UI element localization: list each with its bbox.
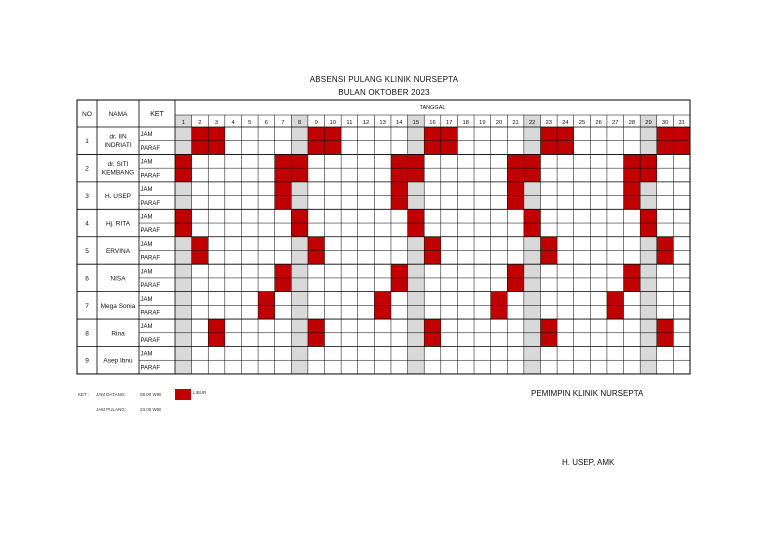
row-label-paraf: PARAF [140,173,161,180]
employee-name: dr. SITI [107,161,129,169]
employee-no: 5 [85,247,89,255]
employee-no: 9 [85,357,89,365]
day-number: 16 [429,120,436,126]
day-number: 18 [462,120,469,126]
day-number: 5 [248,120,252,126]
day-number: 26 [595,120,602,126]
row-label-paraf: PARAF [140,228,161,235]
weekend-column [640,115,657,374]
employee-no: 6 [85,275,89,283]
day-number: 28 [628,120,636,126]
day-number: 6 [264,120,268,126]
legend-swatch [175,389,191,400]
employee-name: Hj. RITA [105,220,131,228]
day-number: 29 [645,120,652,126]
employee-name: INDRIATI [104,142,132,150]
header-ket: KET [150,111,164,118]
row-label-paraf: PARAF [140,365,161,372]
employee-no: 7 [85,302,89,310]
day-number: 22 [528,120,536,126]
weekend-column [175,115,192,374]
row-label-jam: JAM [140,214,153,221]
header-tanggal: TANGGAL [419,105,446,111]
day-number: 17 [445,120,453,126]
day-number: 31 [678,120,685,126]
row-label-jam: JAM [140,187,153,194]
weekend-column [291,115,308,374]
ket-label: KET : [78,392,90,397]
day-number: 27 [612,120,619,126]
day-number: 2 [198,120,202,126]
legend-label: LIBUR [193,390,207,395]
employee-name: KEMBANG [101,169,135,177]
row-label-jam: JAM [140,269,153,276]
employee-no: 1 [85,138,89,146]
day-number: 23 [545,120,553,126]
jam-pulang-value: 23.00 WIB [140,407,162,412]
row-label-jam: JAM [140,351,153,358]
employee-name: Rina [111,330,125,338]
day-number: 13 [379,120,386,126]
day-number: 12 [362,120,370,126]
employee-name: Mega Sonia [100,302,136,310]
day-number: 20 [495,120,503,126]
weekend-column [408,115,425,374]
signature-name: H. USEP, AMK [562,458,615,467]
employee-no: 8 [85,330,89,338]
day-number: 24 [562,120,569,126]
day-number: 3 [214,120,219,126]
document-title: ABSENSI PULANG KLINIK NURSEPTA [309,75,459,84]
day-number: 7 [281,120,285,126]
row-label-paraf: PARAF [140,145,161,152]
document-subtitle: BULAN OKTOBER 2023 [338,88,430,97]
day-number: 14 [396,120,403,126]
weekend-column [524,115,541,374]
row-label-jam: JAM [140,159,153,166]
day-number: 10 [329,120,337,126]
day-number: 21 [512,120,519,126]
employee-no: 3 [85,193,89,201]
day-number: 4 [231,120,235,126]
day-number: 8 [297,120,302,126]
employee-no: 4 [85,220,89,228]
employee-name: dr. IIN [109,133,127,141]
employee-name: H. USEP [104,193,132,201]
row-label-paraf: PARAF [140,337,161,344]
day-number: 9 [314,120,318,126]
employee-name: Asep Ibnu [103,357,133,365]
row-label-paraf: PARAF [140,283,161,290]
employee-no: 2 [85,165,89,173]
day-number: 11 [346,120,353,126]
row-label-paraf: PARAF [140,310,161,317]
day-number: 25 [578,120,586,126]
row-label-jam: JAM [140,324,153,331]
header-no: NO [82,111,92,118]
row-label-paraf: PARAF [140,200,161,207]
jam-pulang-label: JAM PULANG: [96,407,127,412]
jam-datang-value: 08.00 WIB [140,392,162,397]
day-number: 15 [412,120,420,126]
day-number: 30 [661,120,669,126]
row-label-jam: JAM [140,241,153,248]
jam-datang-label: JAM DATANG: [96,392,126,397]
row-label-jam: JAM [140,132,153,139]
row-label-paraf: PARAF [140,255,161,262]
day-number: 1 [181,120,185,126]
header-nama: NAMA [108,111,128,118]
employee-name: NISA [110,275,126,283]
day-number: 19 [479,120,486,126]
signature-title: PEMIMPIN KLINIK NURSEPTA [531,389,644,398]
employee-name: ERVINA [105,247,131,255]
row-label-jam: JAM [140,296,153,303]
